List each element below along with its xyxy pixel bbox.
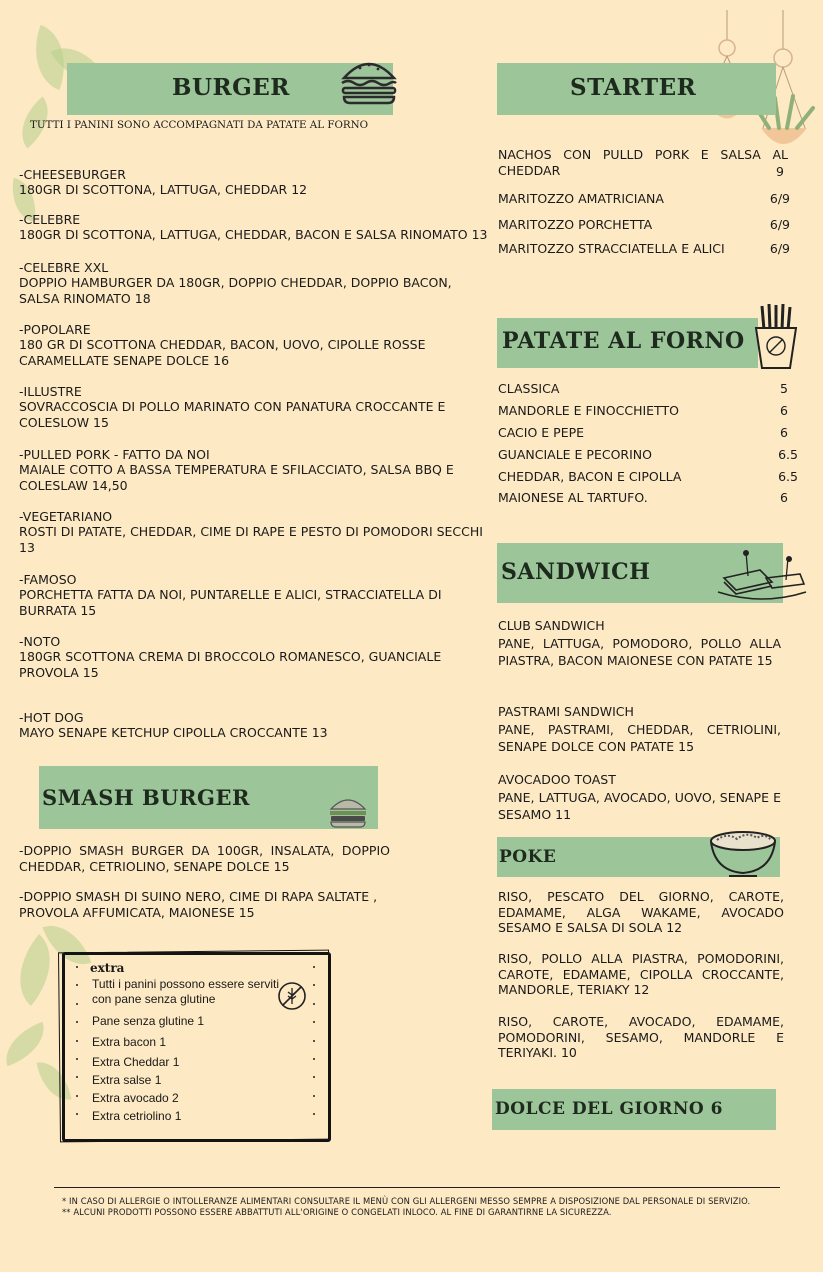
patate-item-price: 6.5: [778, 447, 798, 462]
patate-item: [498, 381, 798, 396]
border-dot: [76, 1040, 78, 1042]
burger-title: BURGER: [172, 74, 290, 101]
patate-item-price: 5: [780, 381, 788, 396]
border-dot: [313, 1003, 315, 1005]
poke-item: RISO, PESCATO DEL GIORNO, CAROTE, EDAMAME, ALGA WAKAME, AVOCADO SESAMO E SALSA DI SOLA 12: [498, 889, 784, 935]
patate-item-price: 6: [780, 403, 788, 418]
burger-item-name: -HOT DOG: [19, 710, 84, 725]
burger-item-name: -VEGETARIANO: [19, 509, 113, 524]
sandwich-item-name: CLUB SANDWICH: [498, 618, 605, 633]
border-dot: [76, 1021, 78, 1023]
border-dot: [76, 1113, 78, 1115]
starter-item: MARITOZZO AMATRICIANA 6/9: [498, 191, 790, 206]
sandwich-title: SANDWICH: [501, 559, 651, 585]
sandwich-item-name: PASTRAMI SANDWICH: [498, 704, 634, 719]
extra-item: Extra bacon 1: [92, 1035, 167, 1049]
border-dot: [313, 1095, 315, 1097]
patate-item-name: CACIO E PEPE: [498, 425, 585, 440]
burger-item-name: -ILLUSTRE: [19, 384, 82, 399]
gluten-free-icon: [277, 981, 307, 1011]
border-dot: [76, 1003, 78, 1005]
burger-item-desc: 180GR SCOTTONA CREMA DI BROCCOLO ROMANESCO, GUANCIALE PROVOLA 15: [19, 649, 442, 680]
burger-item-name: -POPOLARE: [19, 322, 91, 337]
burger-item-desc: 180GR DI SCOTTONA, LATTUGA, CHEDDAR, BACON E SALSA RINOMATO 13: [19, 227, 488, 242]
fries-icon: [752, 302, 800, 370]
sandwich-item-name: AVOCADOO TOAST: [498, 772, 616, 787]
patate-item: [498, 469, 798, 484]
burger-icon: [338, 56, 400, 106]
burger-icon: [328, 795, 368, 829]
patate-item-name: MANDORLE E FINOCCHIETTO: [498, 403, 679, 418]
extra-item: Extra Cheddar 1: [92, 1055, 180, 1069]
burger-item-desc: 180 GR DI SCOTTONA CHEDDAR, BACON, UOVO, CIPOLLE ROSSE CARAMELLATE SENAPE DOLCE 16: [19, 337, 426, 368]
burger-item-desc: ROSTI DI PATATE, CHEDDAR, CIME DI RAPE E PESTO DI POMODORI SECCHI 13: [19, 524, 483, 555]
border-dot: [313, 966, 315, 968]
poke-title: POKE: [499, 847, 557, 867]
burger-subtitle: TUTTI I PANINI SONO ACCOMPAGNATI DA PATATE AL FORNO: [30, 119, 369, 131]
border-dot: [313, 1058, 315, 1060]
starter-item: MARITOZZO PORCHETTA 6/9: [498, 217, 790, 232]
patate-item-name: GUANCIALE E PECORINO: [498, 447, 652, 462]
burger-item-name: -CELEBRE: [19, 212, 81, 227]
patate-item: [498, 490, 798, 505]
burger-item-desc: MAYO SENAPE KETCHUP CIPOLLA CROCCANTE 13: [19, 725, 328, 740]
border-dot: [76, 1095, 78, 1097]
patate-item-name: CHEDDAR, BACON E CIPOLLA: [498, 469, 682, 484]
extra-item: Pane senza glutine 1: [92, 1014, 205, 1028]
footer-divider: [54, 1187, 780, 1188]
patate-item: [498, 447, 798, 462]
border-dot: [76, 984, 78, 986]
patate-item-name: MAIONESE AL TARTUFO.: [498, 490, 648, 505]
burger-item-name: -PULLED PORK - FATTO DA NOI: [19, 447, 210, 462]
poke-item: RISO, CAROTE, AVOCADO, EDAMAME, POMODORINI, SESAMO, MANDORLE E TERIYAKI. 10: [498, 1014, 784, 1060]
footer-note-2: ** ALCUNI PRODOTTI POSSONO ESSERE ABBATTUTI ALL'ORIGINE O CONGELATI INLOCO. AL FINE DI GARANTIRNE LA SICUREZZA.: [62, 1207, 612, 1217]
sandwich-item-desc: PANE, LATTUGA, POMODORO, POLLO ALLA PIASTRA, BACON MAIONESE CON PATATE 15: [498, 636, 781, 668]
dolce-title: DOLCE DEL GIORNO 6: [495, 1099, 723, 1119]
poke-item: RISO, POLLO ALLA PIASTRA, POMODORINI, CAROTE, EDAMAME, CIPOLLA CROCCANTE, MANDORLE, TERIAKY 12: [498, 951, 784, 997]
burger-item-desc: MAIALE COTTO A BASSA TEMPERATURA E SFILACCIATO, SALSA BBQ E COLESLAW 14,50: [19, 462, 454, 493]
patate-item: [498, 403, 798, 418]
border-dot: [313, 1021, 315, 1023]
extra-item: Extra avocado 2: [92, 1091, 179, 1105]
extra-item: Extra cetriolino 1: [92, 1109, 182, 1123]
burger-item-name: -FAMOSO: [19, 572, 77, 587]
footer-note-1: * IN CASO DI ALLERGIE O INTOLLERANZE ALIMENTARI CONSULTARE IL MENÙ CON GLI ALLERGENI MESSO SEMPRE A DISPOSIZIONE DAL PERSONALE DI SERVIZIO.: [62, 1196, 751, 1206]
sandwich-item-desc: PANE, LATTUGA, AVOCADO, UOVO, SENAPE E SESAMO 11: [498, 790, 781, 822]
border-dot: [313, 1113, 315, 1115]
starter-item: NACHOS CON PULLD PORK E SALSA AL CHEDDAR 9: [498, 147, 788, 179]
border-dot: [76, 966, 78, 968]
poke-bowl-icon: [707, 827, 779, 879]
extra-title: extra: [90, 961, 125, 975]
burger-item-name: -CHEESEBURGER: [19, 167, 126, 182]
border-dot: [76, 1058, 78, 1060]
sandwich-icon: [716, 548, 808, 603]
sandwich-item-desc: PANE, PASTRAMI, CHEDDAR, CETRIOLINI, SENAPE DOLCE CON PATATE 15: [498, 722, 781, 754]
patate-item-price: 6: [780, 425, 788, 440]
patate-item-name: CLASSICA: [498, 381, 560, 396]
patate-item: [498, 425, 798, 440]
extra-note: Tutti i panini possono essere serviti con pane senza glutine: [92, 977, 279, 1006]
extra-box: [62, 952, 331, 1142]
border-dot: [313, 1076, 315, 1078]
plant-decoration: [0, 1022, 53, 1067]
border-dot: [313, 1040, 315, 1042]
burger-item-name: -CELEBRE XXL: [19, 260, 109, 275]
patate-item-price: 6: [780, 490, 788, 505]
starter-title: STARTER: [570, 74, 697, 101]
smash-item-2: -DOPPIO SMASH DI SUINO NERO, CIME DI RAPA SALTATE , PROVOLA AFFUMICATA, MAIONESE 15: [19, 889, 378, 920]
border-dot: [313, 984, 315, 986]
smash-title: SMASH BURGER: [42, 785, 250, 810]
burger-item-desc: PORCHETTA FATTA DA NOI, PUNTARELLE E ALICI, STRACCIATELLA DI BURRATA 15: [19, 587, 442, 618]
border-dot: [76, 1076, 78, 1078]
burger-item-desc: DOPPIO HAMBURGER DA 180GR, DOPPIO CHEDDAR, DOPPIO BACON, SALSA RINOMATO 18: [19, 275, 452, 306]
smash-item-1: -DOPPIO SMASH BURGER DA 100GR, INSALATA, DOPPIO CHEDDAR, CETRIOLINO, SENAPE DOLCE 15: [19, 843, 390, 874]
patate-item-price: 6.5: [778, 469, 798, 484]
starter-item: MARITOZZO STRACCIATELLA E ALICI 6/9: [498, 241, 790, 256]
burger-item-desc: 180GR DI SCOTTONA, LATTUGA, CHEDDAR 12: [19, 182, 308, 197]
patate-title: PATATE AL FORNO: [502, 328, 745, 354]
burger-item-desc: SOVRACCOSCIA DI POLLO MARINATO CON PANATURA CROCCANTE E COLESLOW 15: [19, 399, 446, 430]
burger-item-name: -NOTO: [19, 634, 61, 649]
extra-item: Extra salse 1: [92, 1073, 162, 1087]
